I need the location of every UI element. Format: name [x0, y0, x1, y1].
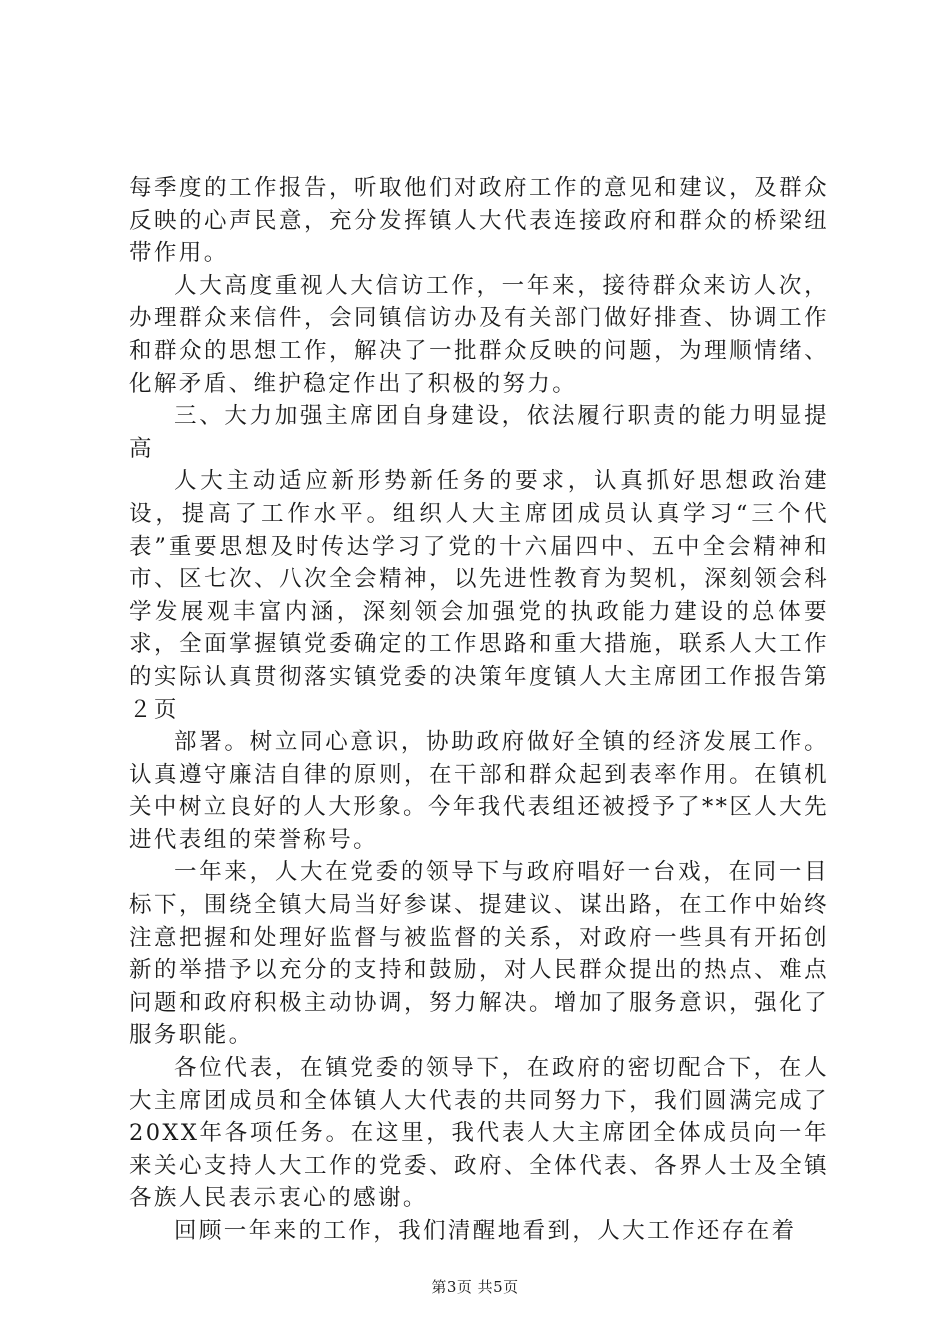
document-body — [129, 172, 829, 1248]
paragraph-thanks: 各位代表，在镇党委的领导下，在政府的密切配合下，在人大主席团成员和全体镇人大代表的共同努力下，我们圆满完成了20XX年各项任务。在这里，我代表人大主席团全体成员向一年来关心支持人大工作的党委、政府、全体代表、各界人士及全镇各族人民表示衷心的感谢。 — [129, 1055, 829, 1212]
paragraph-one-year: 一年来，人大在党委的领导下与政府唱好一台戏，在同一目标下，围绕全镇大局当好参谋、提建议、谋出路，在工作中始终注意把握和处理好监督与被监督的关系，对政府一些具有开拓创新的举措予以充分的支持和鼓励，对人民群众提出的热点、难点问题和政府积极主动协调，努力解决。增加了服务意识，强化了服务职能。 — [129, 859, 829, 1049]
paragraph-review: 回顾一年来的工作，我们清醒地看到，人大工作还存在着 — [174, 1218, 797, 1244]
paragraph-continued: 每季度的工作报告，听取他们对政府工作的意见和建议，及群众反映的心声民意，充分发挥镇人大代表连接政府和群众的桥梁纽带作用。 — [129, 175, 829, 267]
page-footer: 第3页 共5页 — [431, 1278, 519, 1296]
paragraph-petition-work: 人大高度重视人大信访工作，一年来，接待群众来访人次，办理群众来信件，会同镇信访办及有关部门做好排查、协调工作和群众的思想工作，解决了一批群众反映的问题，为理顺情绪、化解矛盾、维护稳定作出了积极的努力。 — [129, 272, 829, 397]
paragraph-political-building: 人大主动适应新形势新任务的要求，认真抓好思想政治建设，提高了工作水平。组织人大主席团成员认真学习“三个代表”重要思想及时传达学习了党的十六届四中、五中全会精神和市、区七次、八次全会精神，以先进性教育为契机，深刻领会科学发展观丰富内涵，深刻领会加强党的执政能力建设的总体要求，全面掌握镇党委确定的工作思路和重大措施，联系人大工作的实际认真贯彻落实镇党委的决策年度镇人大主席团工作报告第２页 — [129, 468, 829, 723]
paragraph-deployment: 部署。树立同心意识，协助政府做好全镇的经济发展工作。认真遵守廉洁自律的原则，在干部和群众起到表率作用。在镇机关中树立良好的人大形象。今年我代表组还被授予了**区人大先进代表组的荣誉称号。 — [129, 729, 829, 853]
section-heading-3: 三、大力加强主席团自身建设，依法履行职责的能力明显提高 — [129, 403, 829, 462]
